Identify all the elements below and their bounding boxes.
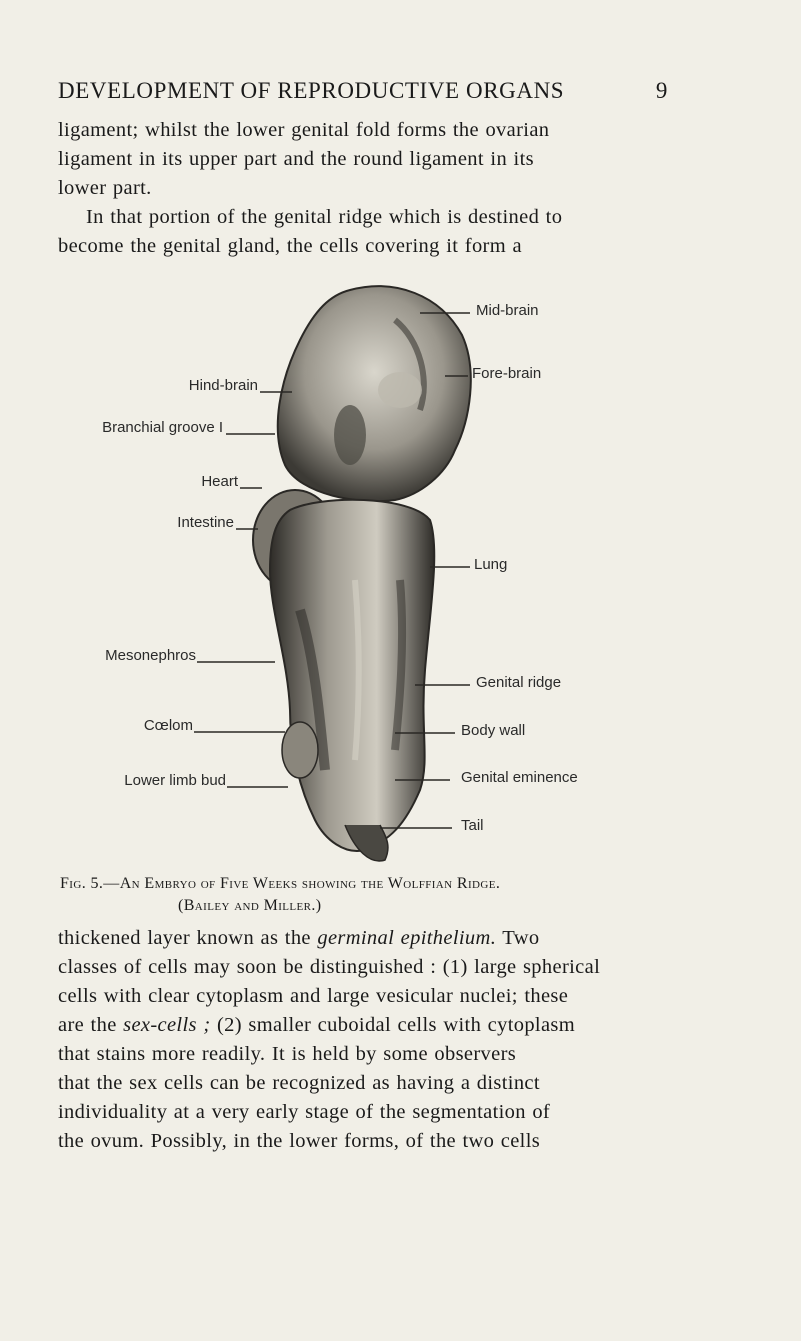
label-mesonephros: Mesonephros: [105, 647, 196, 664]
label-genital-eminence: Genital eminence: [461, 769, 578, 786]
text-run: (2) smaller cuboidal cells with cytoplasm: [210, 1014, 576, 1036]
embryo-figure: [0, 280, 801, 870]
text-line: that the sex cells can be recognized as having a distinct: [58, 1072, 540, 1094]
running-header: [58, 78, 668, 104]
text-line: [58, 1011, 672, 1040]
text-line: individuality at a very early stage of the segmentation of: [58, 1101, 551, 1123]
page-number: 9: [655, 78, 668, 103]
label-genital-ridge: Genital ridge: [476, 674, 562, 691]
text-line: classes of cells may soon be distinguished : (1) large spherical: [58, 956, 601, 978]
text-line: ligament; whilst the lower genital fold forms the ovarian: [58, 119, 550, 141]
figure-caption: [60, 873, 700, 917]
text-line: cells with clear cytoplasm and large vesicular nuclei; these: [58, 985, 569, 1007]
text-line: In that portion of the genital ridge which is destined to: [86, 206, 563, 228]
label-fore-brain: Fore-brain: [472, 365, 542, 382]
term-germinal-epithelium: germinal epithelium.: [317, 927, 497, 949]
label-hind-brain: Hind-brain: [188, 377, 258, 394]
text-line: lower part.: [58, 177, 152, 199]
label-branchial-groove: Branchial groove I: [102, 419, 223, 436]
caption-line-1: Fig. 5.—An Embryo of Five Weeks showing the Wolffian Ridge.: [60, 875, 501, 892]
text-line: ligament in its upper part and the round ligament in its: [58, 148, 534, 170]
label-mid-brain: Mid-brain: [476, 302, 539, 319]
text-line: that stains more readily. It is held by some observers: [58, 1043, 517, 1065]
text-line: [58, 924, 672, 953]
label-lower-limb-bud: Lower limb bud: [124, 772, 226, 789]
label-lung: Lung: [474, 556, 508, 573]
label-body-wall: Body wall: [461, 722, 526, 739]
label-heart: Heart: [201, 473, 238, 490]
embryo-illustration: [0, 280, 801, 870]
header-title: DEVELOPMENT OF REPRODUCTIVE ORGANS: [58, 78, 565, 103]
label-tail: Tail: [461, 817, 484, 834]
label-coelom: Cœlom: [143, 717, 193, 734]
term-sex-cells: sex-cells ;: [123, 1014, 211, 1036]
label-intestine: Intestine: [177, 514, 234, 531]
bottom-paragraph: [58, 924, 672, 1156]
top-paragraph: [58, 116, 672, 261]
text-run: thickened layer known as the: [58, 927, 318, 949]
text-line: become the genital gland, the cells covering it form a: [58, 235, 522, 257]
text-line: the ovum. Possibly, in the lower forms, of the two cells: [58, 1130, 541, 1152]
caption-line-2: (Bailey and Miller.): [178, 897, 322, 914]
text-run: are the: [58, 1014, 124, 1036]
text-run: Two: [496, 927, 540, 949]
